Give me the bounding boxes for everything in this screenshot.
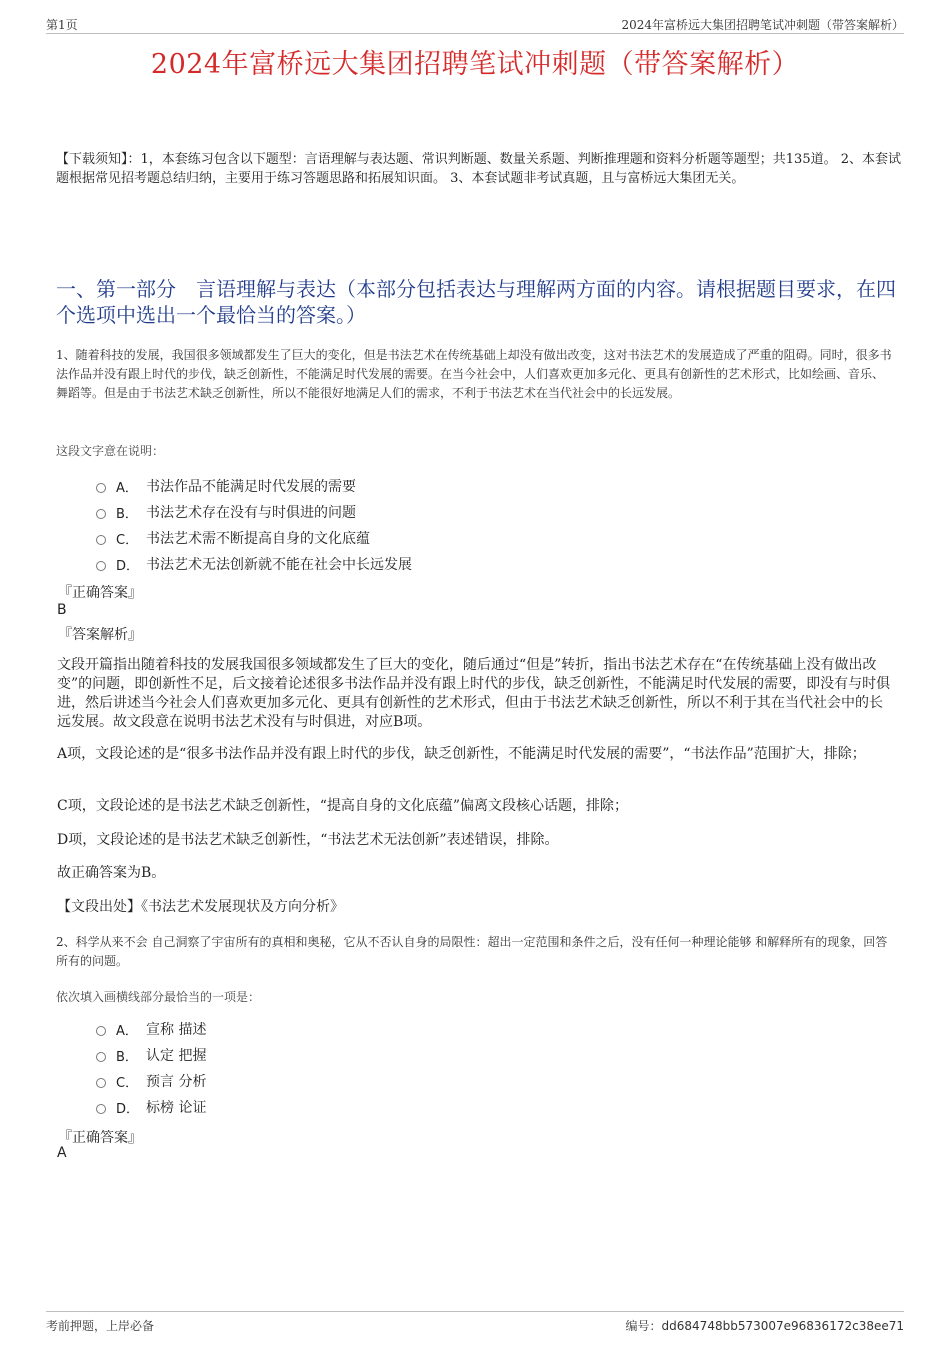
question-2-options — [96, 1016, 206, 1120]
option-d[interactable]: D． 标榜 论证 — [96, 1094, 206, 1120]
analysis-conclusion: 故正确答案为B。 — [57, 865, 166, 881]
footer-code: 编号：dd684748bb573007e96836172c38ee71 — [625, 1319, 904, 1333]
section-heading: 一、第一部分 言语理解与表达（本部分包括表达与理解两方面的内容。请根据题目要求，在四个选项中选出一个最恰当的答案。） — [56, 277, 896, 327]
question-2-stem: 2、科学从来不会 自己洞察了宇宙所有的真相和奥秘，它从不否认自身的局限性：超出一定范围和条件之后，没有任何一种理论能够 和解释所有的现象，回答所有的问题。 — [56, 935, 888, 968]
option-a[interactable]: A． 书法作品不能满足时代发展的需要 — [96, 473, 412, 499]
header-doc-title: 2024年富桥远大集团招聘笔试冲刺题（带答案解析） — [621, 18, 904, 32]
radio-icon[interactable] — [96, 1052, 106, 1062]
answer-value: A — [57, 1145, 67, 1161]
answer-label: 『正确答案』 — [58, 1130, 142, 1146]
page-title: 2024年富桥远大集团招聘笔试冲刺题（带答案解析） — [150, 49, 800, 80]
download-notice: 【下载须知】：1，本套练习包含以下题型：言语理解与表达题、常识判断题、数量关系题、判断推理题和资料分析题等题型；共135道。 2、本套试题根据常见招考题总结归纳，主要用于练习答题思路和拓展知识面。 3、本套试题非考试真题，且与富桥远大集团无关。 — [56, 152, 901, 186]
analysis-paragraph: 文段开篇指出随着科技的发展我国很多领域都发生了巨大的变化，随后通过“但是”转折，指出书法艺术存在“在传统基础上没有做出改变”的问题，即创新性不足，后文接着论述很多书法作品并没有跟上时代的步伐，缺乏创新性，不能满足时代发展的需要，即没有与时俱进，然后讲述当今社会人们喜欢更加多元化、更具有创新性的艺术形式，但由于书法艺术缺乏创新性，所以不利于其在当代社会中的长远发展。故文段意在说明书法艺术没有与时俱进，对应B项。 — [57, 657, 891, 730]
question-2-prompt: 依次填入画横线部分最恰当的一项是： — [56, 990, 261, 1004]
radio-icon[interactable] — [96, 535, 106, 545]
radio-icon[interactable] — [96, 1078, 106, 1088]
radio-icon[interactable] — [96, 1026, 106, 1036]
page-number: 第1页 — [46, 18, 78, 32]
page-footer — [46, 1311, 904, 1334]
radio-icon[interactable] — [96, 561, 106, 571]
option-c[interactable]: C． 预言 分析 — [96, 1068, 206, 1094]
option-b[interactable]: B． 书法艺术存在没有与时俱进的问题 — [96, 499, 412, 525]
option-d[interactable]: D． 书法艺术无法创新就不能在社会中长远发展 — [96, 551, 412, 577]
page-header — [46, 14, 904, 34]
analysis-option-c: C项，文段论述的是书法艺术缺乏创新性，“提高自身的文化底蕴”偏离文段核心话题，排除； — [57, 798, 629, 814]
footer-slogan: 考前押题，上岸必备 — [46, 1319, 155, 1333]
analysis-label: 『答案解析』 — [58, 627, 142, 643]
radio-icon[interactable] — [96, 483, 106, 493]
option-b[interactable]: B． 认定 把握 — [96, 1042, 206, 1068]
answer-label: 『正确答案』 — [58, 585, 142, 601]
radio-icon[interactable] — [96, 1104, 106, 1114]
text-source: 【文段出处】《书法艺术发展现状及方向分析》 — [57, 899, 344, 915]
option-c[interactable]: C． 书法艺术需不断提高自身的文化底蕴 — [96, 525, 412, 551]
question-1-prompt: 这段文字意在说明： — [56, 444, 165, 458]
question-1-options — [96, 473, 412, 577]
option-a[interactable]: A． 宣称 描述 — [96, 1016, 206, 1042]
answer-value: B — [57, 602, 67, 618]
analysis-option-a: A项，文段论述的是“很多书法作品并没有跟上时代的步伐，缺乏创新性，不能满足时代发展的需要”，“书法作品”范围扩大，排除； — [57, 746, 866, 762]
analysis-option-d: D项，文段论述的是书法艺术缺乏创新性，“书法艺术无法创新”表述错误，排除。 — [57, 832, 559, 848]
radio-icon[interactable] — [96, 509, 106, 519]
question-1-stem: 1、随着科技的发展，我国很多领域都发生了巨大的变化，但是书法艺术在传统基础上却没有做出改变，这对书法艺术的发展造成了严重的阻碍。同时，很多书法作品并没有跟上时代的步伐，缺乏创新性，不能满足时代发展的需要。在当今社会中，人们喜欢更加多元化、更具有创新性的艺术形式，比如绘画、音乐、舞蹈等。但是由于书法艺术缺乏创新性，所以不能很好地满足人们的需求，不利于书法艺术在当代社会中的长远发展。 — [56, 348, 892, 400]
